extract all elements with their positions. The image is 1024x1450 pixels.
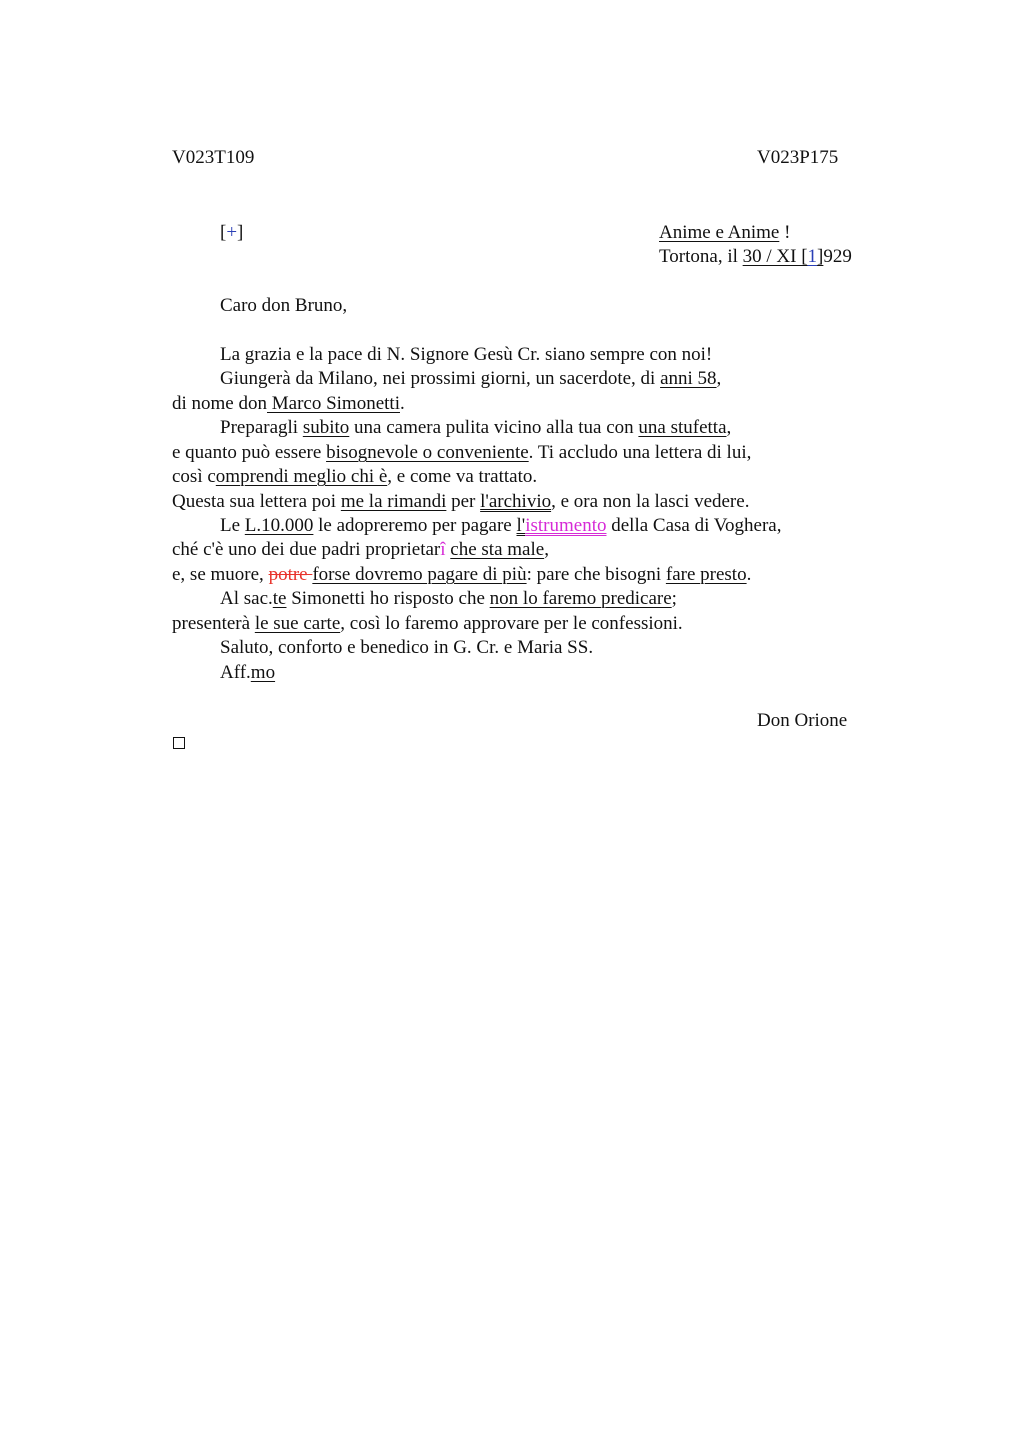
date-bracket-digit: 1 [807, 246, 818, 267]
body-line: e quanto può essere bisognevole o conveniente. Ti accludo una lettera di lui, [172, 442, 752, 463]
motto [659, 221, 790, 245]
body-line: Questa sua lettera poi me la rimandi per l'archivio, e ora non la lasci vedere. [172, 491, 750, 512]
body-line: di nome don Marco Simonetti. [172, 393, 405, 414]
body-line: Saluto, conforto e benedico in G. Cr. e Maria SS. [220, 637, 594, 658]
marker-open: [ [220, 222, 227, 243]
signature: Don Orione [757, 710, 848, 731]
document-code-right: V023P175 [757, 147, 839, 168]
salutation: Caro don Bruno, [220, 295, 348, 316]
body-line: presenterà le sue carte, così lo faremo approvare per le confessioni. [172, 613, 683, 634]
body-line: Al sac.te Simonetti ho risposto che non lo faremo predicare; [220, 588, 677, 609]
marker-close: ] [237, 222, 244, 243]
body-line: e, se muore, potre forse dovremo pagare di più: pare che bisogni fare presto. [172, 564, 752, 585]
body-line: Giungerà da Milano, nei prossimi giorni, un sacerdote, di anni 58, [220, 368, 722, 389]
editorial-marker [220, 221, 243, 245]
place-date [659, 245, 852, 269]
date-bracket-close: ] [817, 246, 824, 267]
body-line: così comprendi meglio chi è, e come va trattato. [172, 466, 538, 487]
body-line: Le L.10.000 le adopreremo per pagare l'istrumento della Casa di Voghera, [220, 515, 782, 536]
end-marker-box-icon [173, 737, 185, 749]
body-line: ché c'è uno dei due padri proprietarî che sta male, [172, 539, 549, 560]
plus-icon: + [226, 222, 238, 243]
motto-exclamation: ! [779, 222, 791, 243]
deleted-text: potre [268, 564, 313, 585]
body-line: Preparagli subito una camera pulita vicino alla tua con una stufetta, [220, 417, 732, 438]
date-underlined: 30 / XI [ [742, 246, 808, 267]
document-code-left: V023T109 [172, 147, 255, 168]
motto-text: Anime e Anime [659, 222, 780, 243]
date-year: 929 [823, 246, 852, 267]
date-prefix: Tortona, il [659, 246, 743, 267]
closing: Aff.mo [220, 662, 276, 683]
body-line: La grazia e la pace di N. Signore Gesù Cr. siano sempre con noi! [220, 344, 713, 365]
